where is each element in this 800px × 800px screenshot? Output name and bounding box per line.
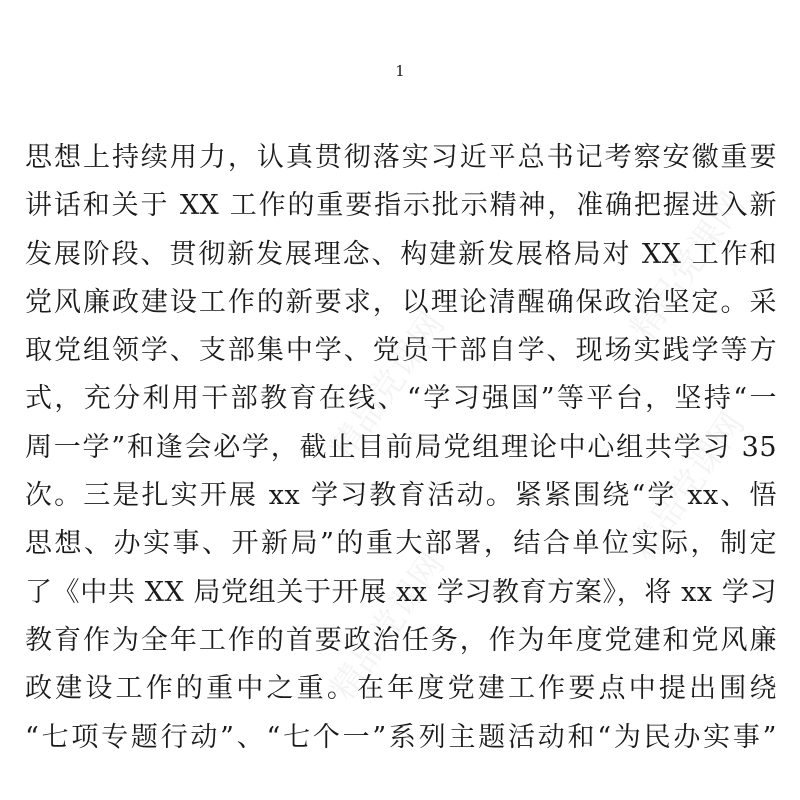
watermark-text: 精品党课网: [622, 405, 754, 568]
text-line: 讲话和关于 XX 工作的重要指示批示精神，准确把握进入新: [25, 190, 777, 222]
text-line: 党风廉政建设工作的新要求，以理论清醒确保政治坚定。采: [25, 286, 777, 318]
text-line: 教育作为全年工作的首要政治任务，作为年度党建和党风廉: [25, 624, 777, 656]
text-line: 次。三是扎实开展 xx 学习教育活动。紧紧围绕“学 xx、悟: [25, 480, 777, 512]
text-line: 周一学”和逢会必学，截止目前局党组理论中心组共学习 35: [25, 431, 777, 463]
text-line: 思想、办实事、开新局”的重大部署，结合单位实际，制定: [25, 528, 777, 560]
watermark-text: 精品党课网: [622, 185, 754, 348]
text-line: 式，充分利用干部教育在线、“学习强国”等平台，坚持“一: [25, 383, 777, 415]
text-line: 了《中共 XX 局党组关于开展 xx 学习教育方案》，将 xx 学习: [25, 576, 777, 608]
watermark-text: 精品党课网: [322, 305, 454, 468]
text-line: 取党组领学、支部集中学、党员干部自学、现场实践学等方: [25, 335, 777, 367]
text-line: 发展阶段、贯彻新发展理念、构建新发展格局对 XX 工作和: [25, 238, 777, 270]
text-line: “七项专题行动”、“七个一”系列主题活动和“为民办实事”: [25, 721, 777, 753]
document-body: [25, 134, 777, 762]
text-line: 政建设工作的重中之重。在年度党建工作要点中提出围绕: [25, 673, 777, 705]
text-line: 思想上持续用力，认真贯彻落实习近平总书记考察安徽重要: [25, 142, 777, 173]
watermark-text: 精品党课网: [322, 545, 454, 708]
page-number: 1: [395, 62, 405, 80]
